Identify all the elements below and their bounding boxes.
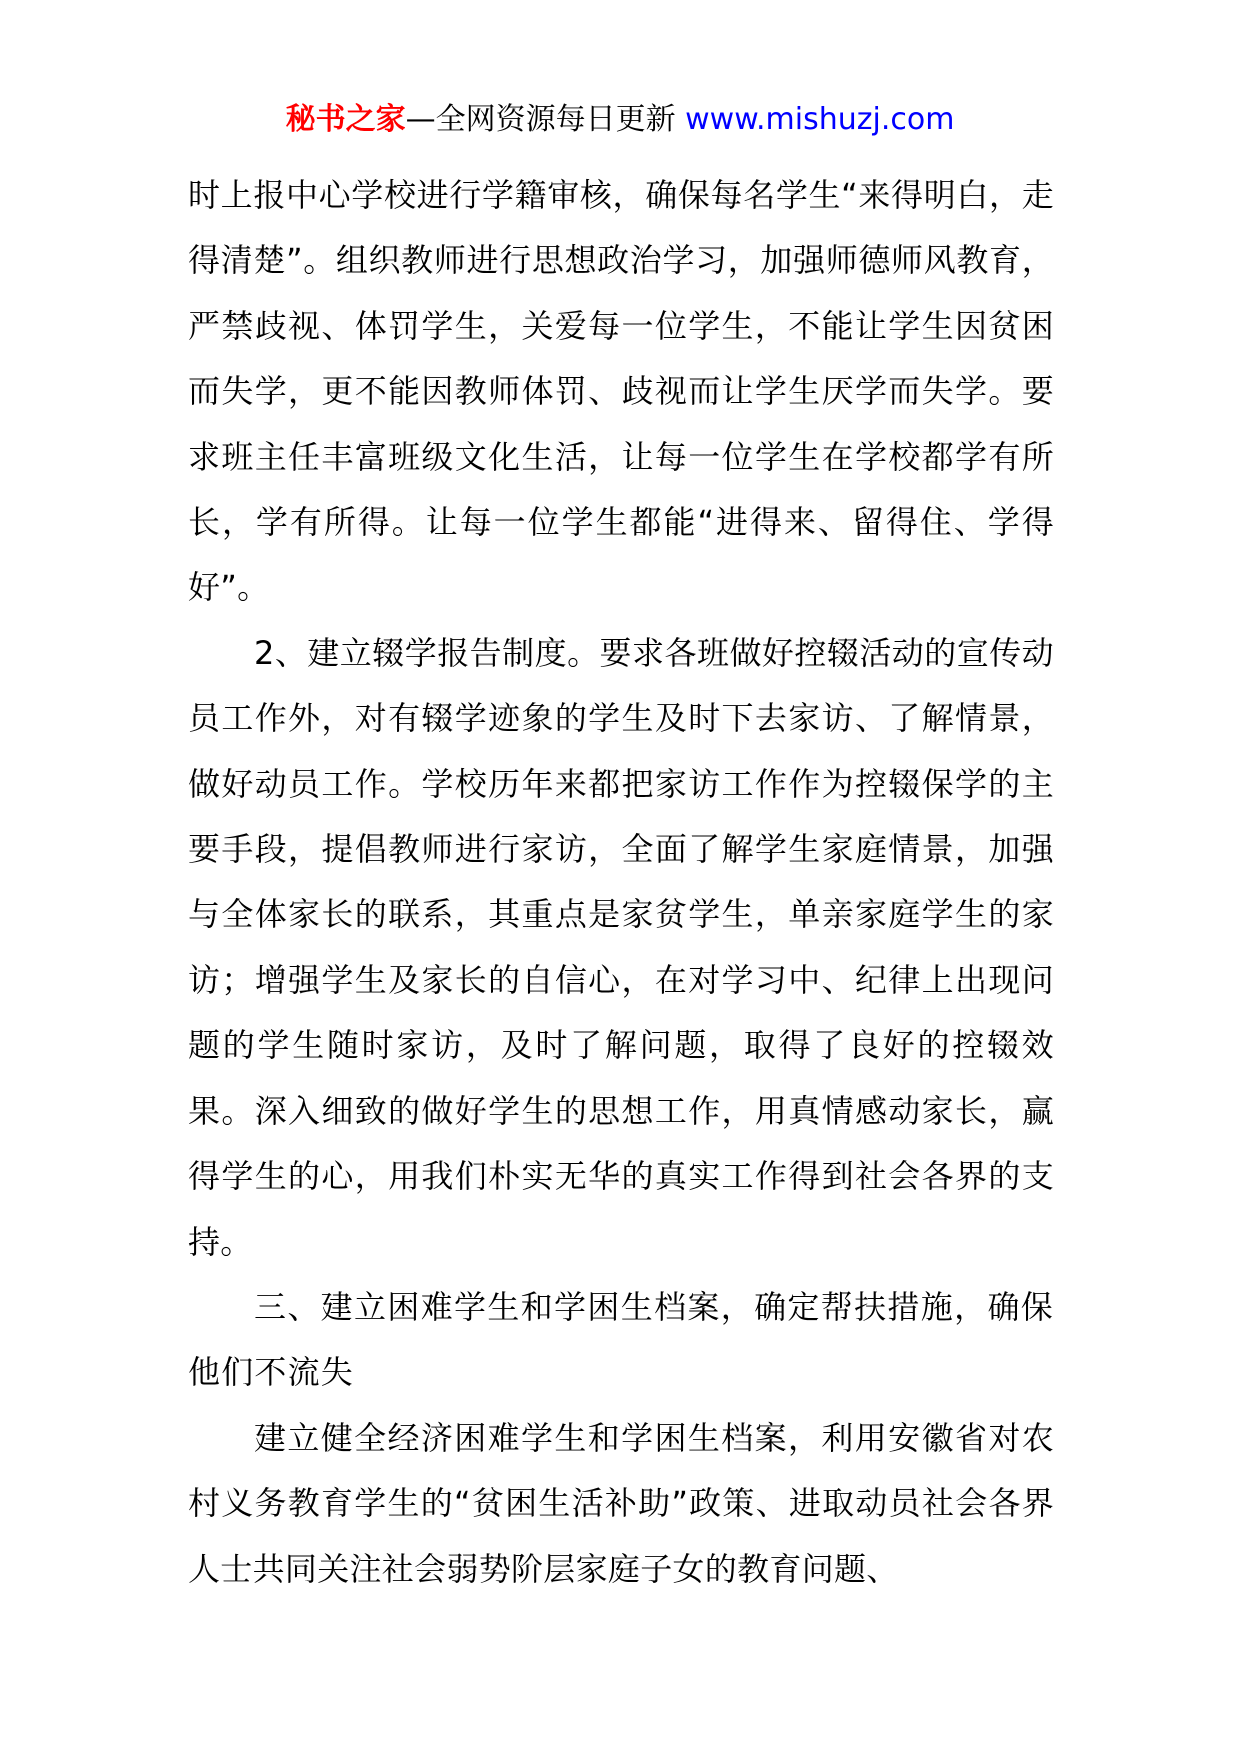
brand-name: 秘书之家 (285, 102, 406, 137)
document-body (188, 163, 1054, 1602)
section-heading: 三、建立困难学生和学困生档案，确定帮扶措施，确保他们不流失 (188, 1287, 1054, 1392)
page-header (0, 98, 1240, 142)
paragraph-continuation: 时上报中心学校进行学籍审核，确保每名学生“来得明白，走得清楚”。组织教师进行思想政治学习，加强师德师风教育，严禁歧视、体罚学生，关爱每一位学生，不能让学生因贫困而失学，更不能因教师体罚、歧视而让学生厌学而失学。要求班主任丰富班级文化生活，让每一位学生在学校都学有所长，学有所得。让每一位学生都能“进得来、留得住、学得好”。 (188, 176, 1054, 607)
header-tagline: —全网资源每日更新 (405, 102, 676, 137)
paragraph-archives: 建立健全经济困难学生和学困生档案，利用安徽省对农村义务教育学生的“贫困生活补助”政策、进取动员社会各界人士共同关注社会弱势阶层家庭子女的教育问题、 (188, 1418, 1054, 1588)
paragraph-dropout-report: 2、建立辍学报告制度。要求各班做好控辍活动的宣传动员工作外，对有辍学迹象的学生及时下去家访、了解情景，做好动员工作。学校历年来都把家访工作作为控辍保学的主要手段，提倡教师进行家访，全面了解学生家庭情景，加强与全体家长的联系，其重点是家贫学生，单亲家庭学生的家访；增强学生及家长的自信心，在对学习中、纪律上出现问题的学生随时家访，及时了解问题，取得了良好的控辍效果。深入细致的做好学生的思想工作，用真情感动家长，赢得学生的心，用我们朴实无华的真实工作得到社会各界的支持。 (188, 633, 1054, 1261)
website-link[interactable]: www.mishuzj.com (685, 102, 955, 137)
